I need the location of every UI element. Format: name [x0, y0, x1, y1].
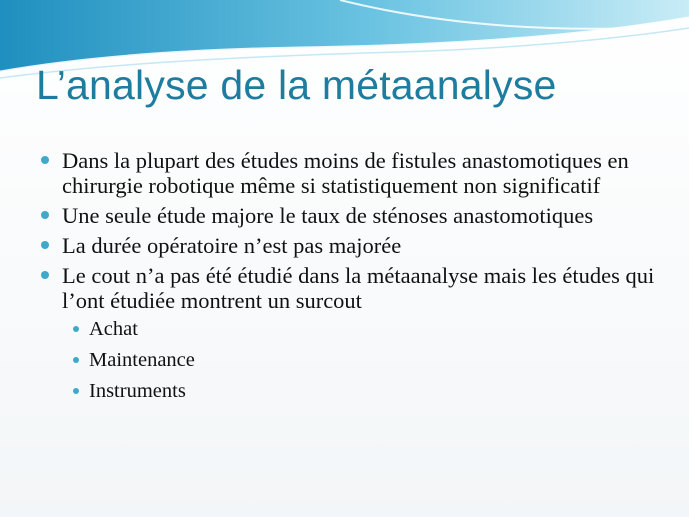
bullet-item: [40, 263, 670, 404]
bullet-dot-icon: [41, 271, 49, 279]
sub-bullet-dot-icon: [73, 326, 79, 332]
sub-bullet-item: [67, 317, 670, 342]
bullet-item: [40, 148, 670, 198]
bullet-dot-icon: [41, 241, 49, 249]
sub-bullet-text: Instruments: [89, 380, 186, 402]
bullet-text: Dans la plupart des études moins de fistules anastomotiques en chirurgie robotique même si statistiquement non significatif: [62, 148, 629, 198]
bullet-item: [40, 233, 670, 258]
bullet-text: Le cout n’a pas été étudié dans la métaanalyse mais les études qui l’ont étudiée montrent un surcout: [62, 263, 655, 313]
sub-bullet-text: Achat: [89, 318, 138, 340]
slide-title: L’analyse de la métaanalyse: [36, 62, 557, 108]
bullet-dot-icon: [41, 156, 49, 164]
sub-bullet-dot-icon: [73, 388, 79, 394]
bullet-text: Une seule étude majore le taux de sténoses anastomotiques: [62, 203, 594, 228]
sub-bullet-item: [67, 379, 670, 404]
sub-bullet-text: Maintenance: [89, 349, 195, 371]
bullet-list: [40, 148, 670, 410]
sub-bullet-item: [67, 348, 670, 373]
bullet-dot-icon: [41, 211, 49, 219]
sub-bullet-dot-icon: [73, 357, 79, 363]
bullet-text: La durée opératoire n’est pas majorée: [62, 233, 402, 258]
bullet-item: [40, 203, 670, 228]
sub-bullet-list: [67, 317, 670, 404]
